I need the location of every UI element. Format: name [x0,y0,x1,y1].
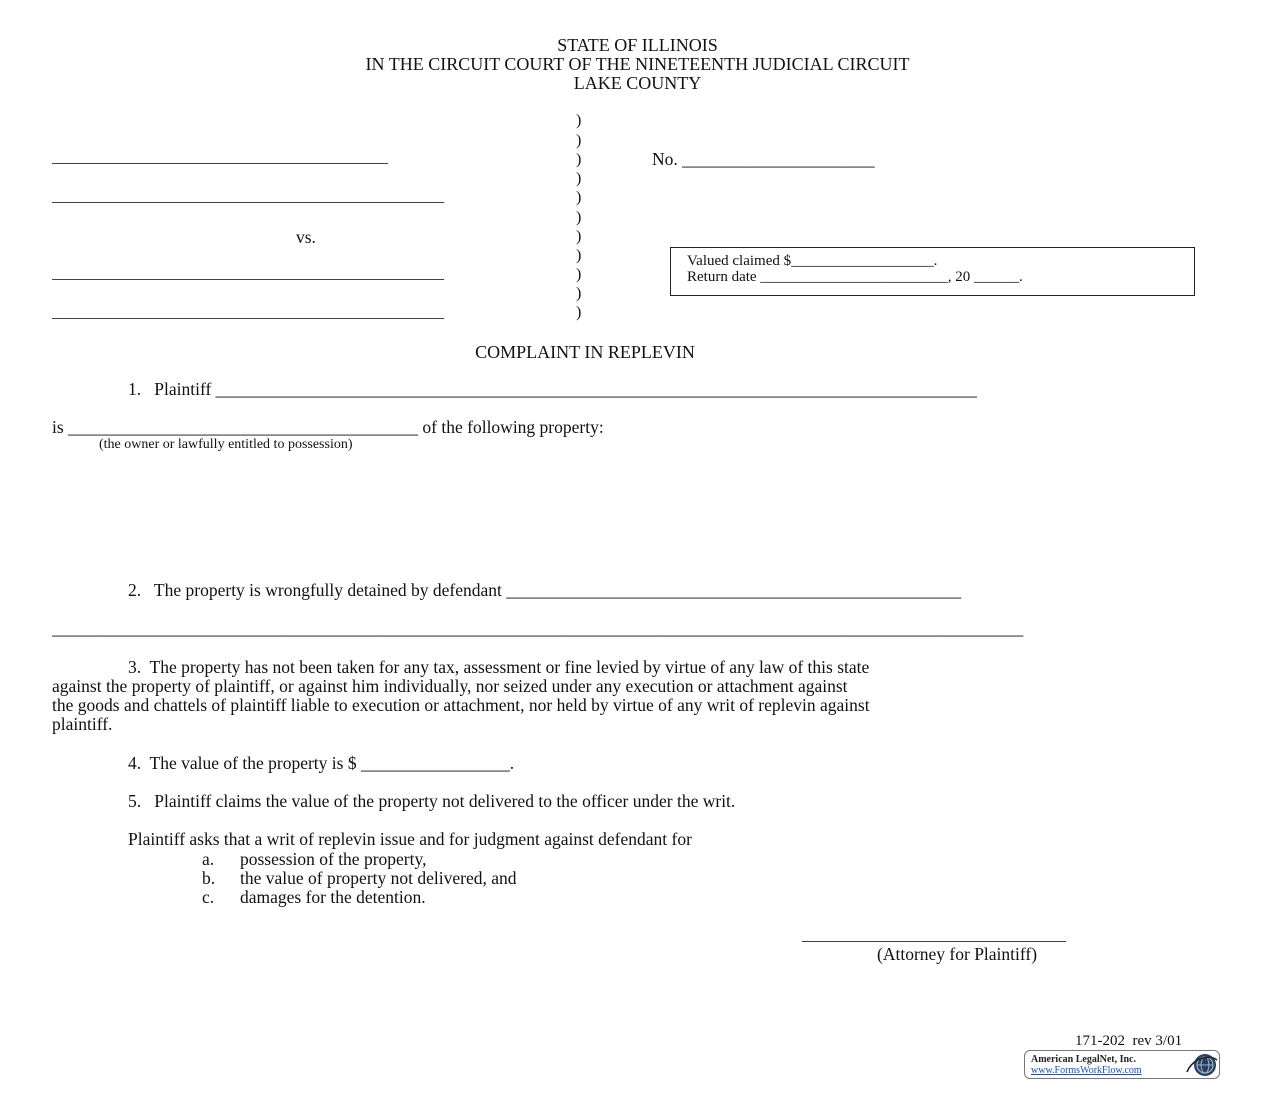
caption-paren: ) [576,304,582,321]
return-date-field[interactable]: Return date _________________________, 20 ______. [687,269,1023,285]
caption-paren: ) [576,247,582,264]
paragraph-3-line: plaintiff. [52,714,113,734]
caption-paren: ) [576,151,582,168]
defendant-name-line-2[interactable]: _________________________________________________ [52,305,444,321]
ownership-field[interactable]: is ________________________________________ of the following property: [52,417,604,437]
plaintiff-name-line-1[interactable]: __________________________________________ [52,150,388,166]
attorney-signature-line[interactable]: _________________________________ [802,928,1066,944]
prayer-item-text: damages for the detention. [240,887,426,907]
value-claimed-box [670,247,1195,296]
publisher-name: American LegalNet, Inc. [1031,1054,1136,1065]
form-number: 171-202 rev 3/01 [1075,1033,1183,1049]
caption-paren: ) [576,285,582,302]
prayer-item-letter: b. [202,868,216,888]
publisher-link[interactable]: www.FormsWorkFlow.com [1031,1065,1142,1076]
case-number-field[interactable]: No. ______________________ [652,149,875,169]
paragraph-3-line: against the property of plaintiff, or against him individually, nor seized under any execution or attachment against [52,676,848,696]
paragraph-5: 5. Plaintiff claims the value of the property not delivered to the officer under the writ. [128,791,736,811]
globe-logo-icon [1183,1052,1219,1078]
prayer-item-text: possession of the property, [240,849,427,869]
publisher-logo [1024,1050,1220,1079]
prayer-item-text: the value of property not delivered, and [240,868,517,888]
caption-paren: ) [576,189,582,206]
caption-paren: ) [576,209,582,226]
plaintiff-name-line-2[interactable]: _________________________________________________ [52,189,444,205]
court-heading: IN THE CIRCUIT COURT OF THE NINETEENTH JUDICIAL CIRCUIT [365,54,910,74]
defendant-detention-line-2[interactable]: _______________________________________________________________________________________________________________ [52,620,1024,638]
defendant-name-line-1[interactable]: _________________________________________________ [52,266,444,282]
ownership-hint: (the owner or lawfully entitled to possession) [99,437,353,452]
prayer-item-letter: c. [202,887,215,907]
paragraph-3-line: the goods and chattels of plaintiff liable to execution or attachment, nor held by virtue of any writ of replevin against [52,695,870,715]
caption-paren: ) [576,112,582,129]
prayer-intro: Plaintiff asks that a writ of replevin issue and for judgment against defendant for [128,829,692,849]
state-heading: STATE OF ILLINOIS [557,35,718,55]
property-value-field[interactable]: 4. The value of the property is $ _________________. [128,753,515,773]
caption-paren: ) [576,266,582,283]
caption-paren: ) [576,170,582,187]
county-heading: LAKE COUNTY [573,73,702,93]
caption-paren: ) [576,228,582,245]
prayer-item-letter: a. [202,849,215,869]
caption-paren: ) [576,132,582,149]
document-title: COMPLAINT IN REPLEVIN [475,342,695,362]
paragraph-3-line: 3. The property has not been taken for any tax, assessment or fine levied by virtue of any law of this state [128,657,870,677]
value-claimed-field[interactable]: Valued claimed $___________________. [687,253,938,269]
attorney-signature-label: (Attorney for Plaintiff) [877,944,1038,964]
versus-label: vs. [296,227,316,247]
plaintiff-field[interactable]: 1. Plaintiff _______________________________________________________________________________________ [128,381,977,399]
defendant-detention-field[interactable]: 2. The property is wrongfully detained by defendant ____________________________________________________ [128,582,962,600]
